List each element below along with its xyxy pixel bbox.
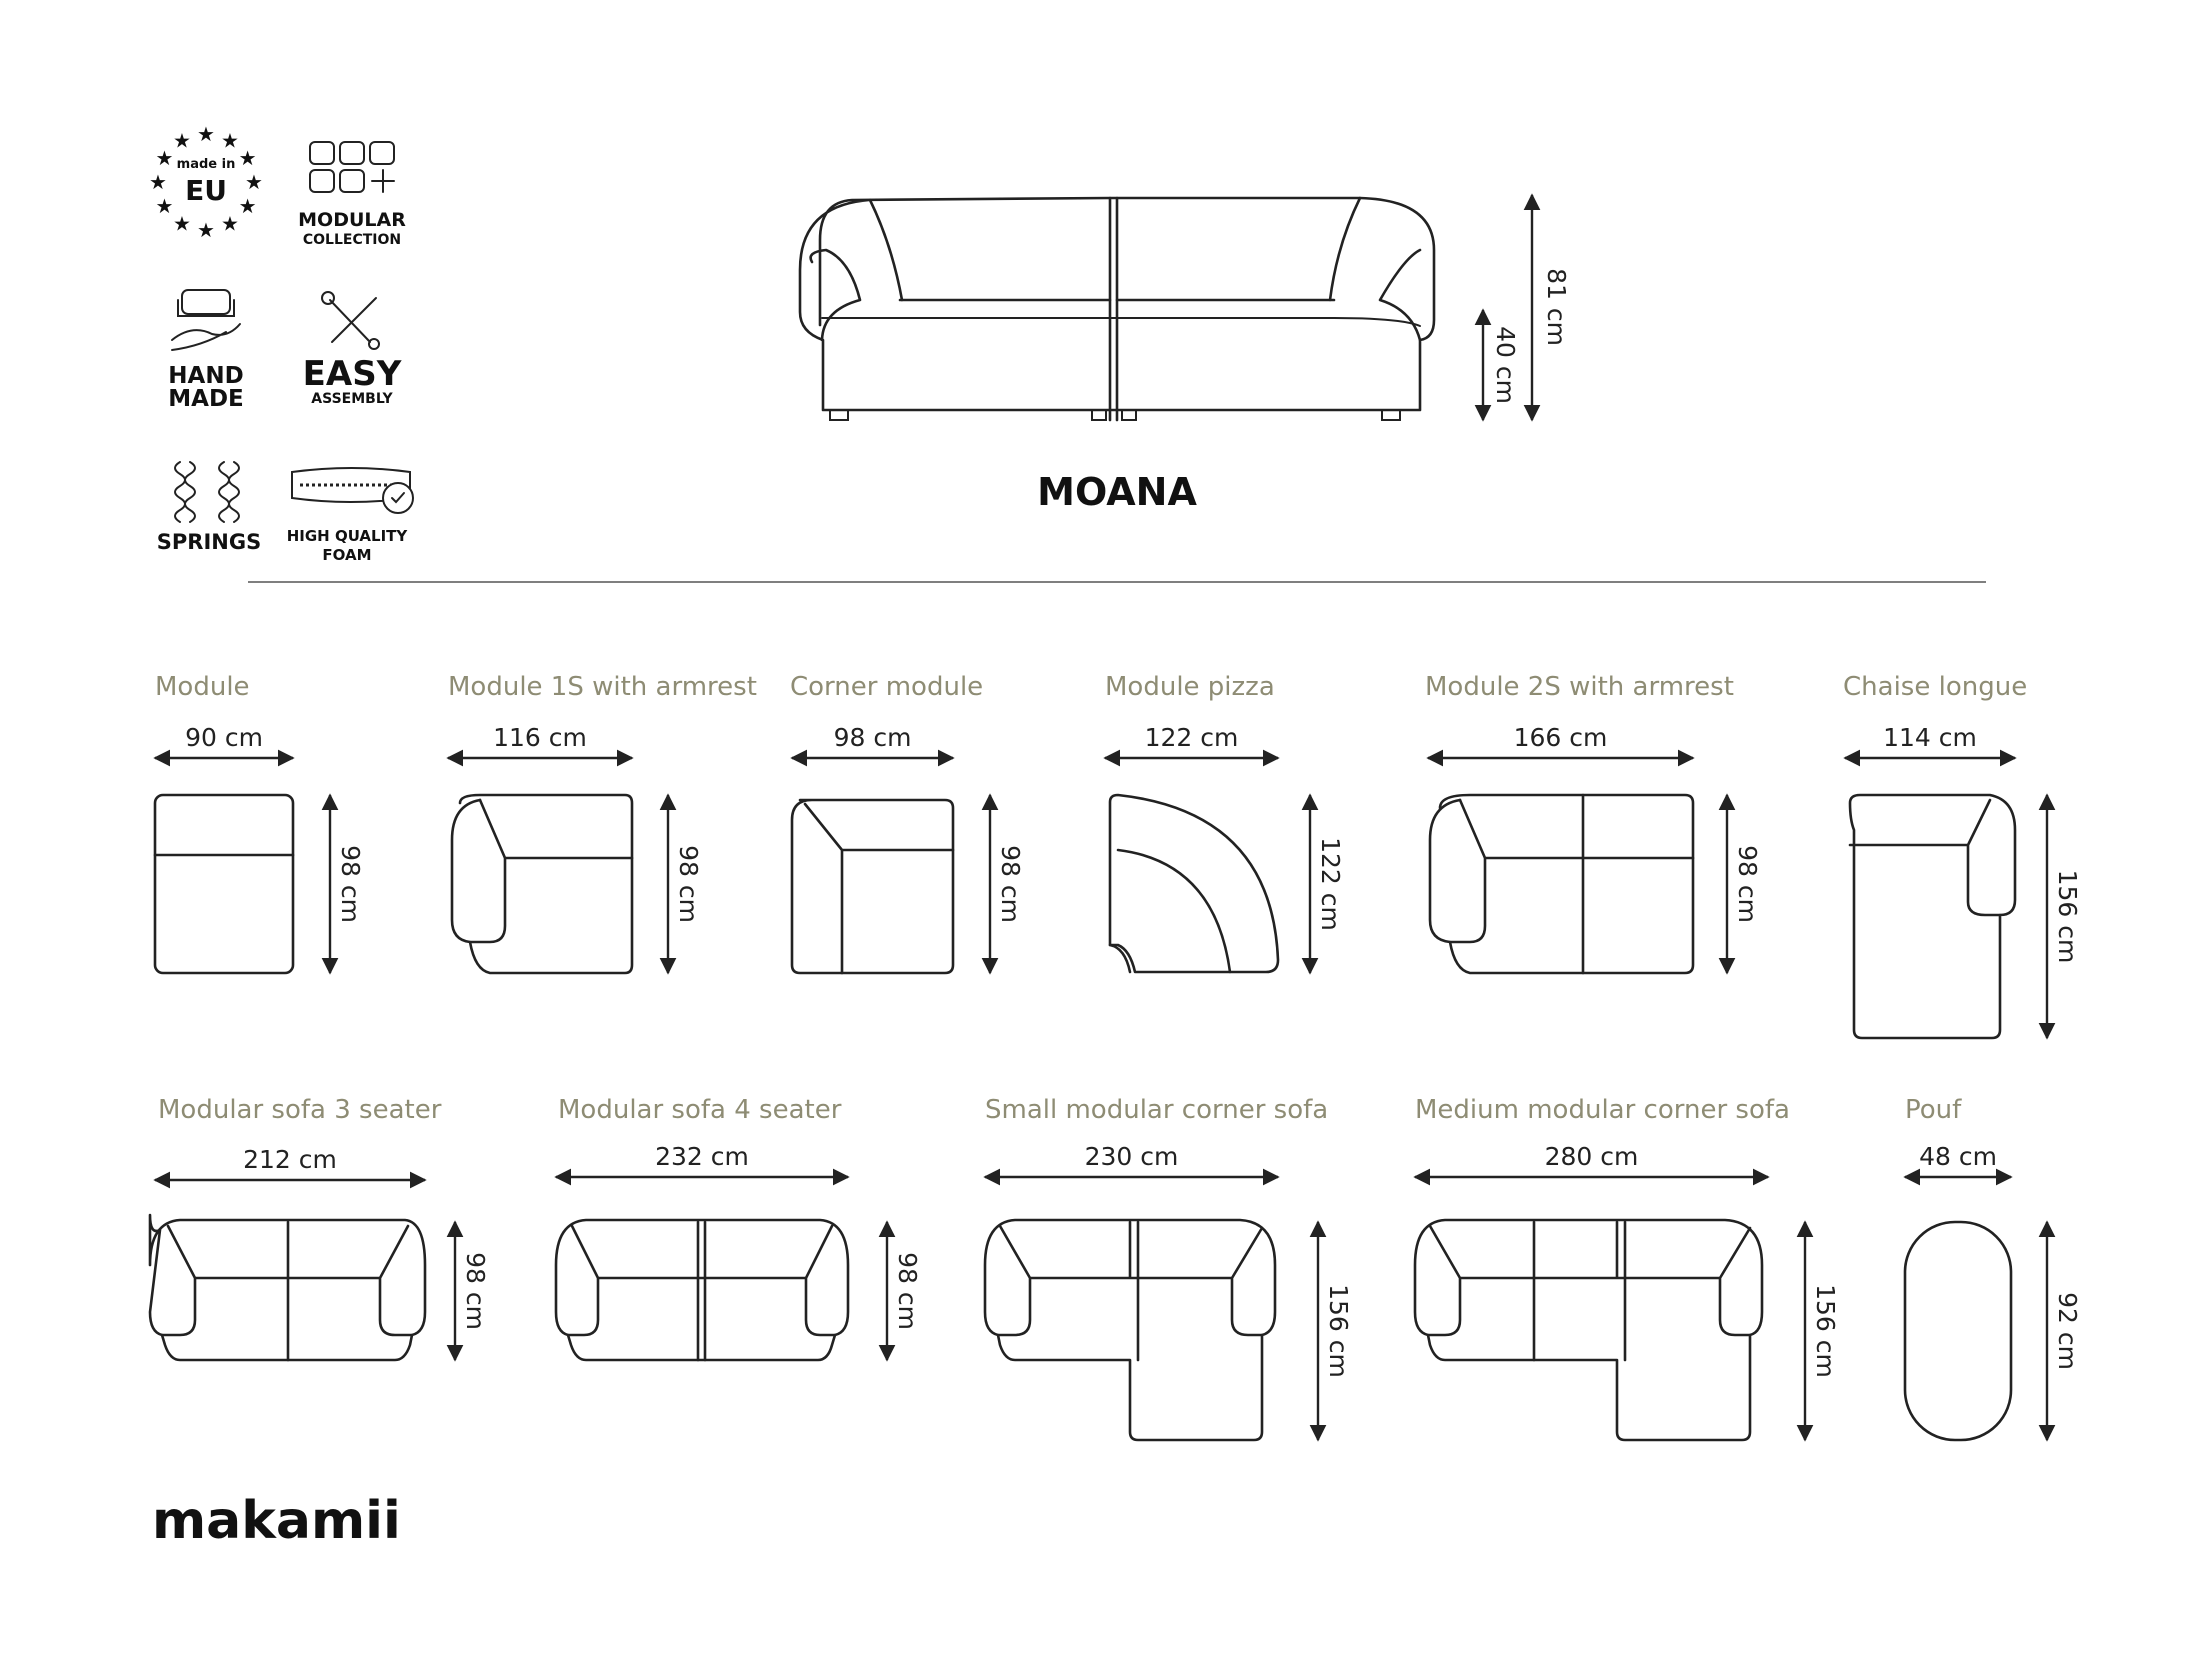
module-title: Modular sofa 3 seater bbox=[158, 1095, 442, 1125]
seat-height-label: 40 cm bbox=[1491, 326, 1520, 404]
badge-made-in-eu bbox=[149, 122, 263, 242]
width-label: 116 cm bbox=[493, 723, 587, 752]
badge-modular-line2: COLLECTION bbox=[302, 232, 402, 248]
module-card bbox=[1425, 672, 1762, 973]
depth-label: 98 cm bbox=[1733, 845, 1762, 923]
width-label: 212 cm bbox=[243, 1145, 337, 1174]
width-label: 122 cm bbox=[1144, 723, 1239, 752]
badge-high-quality-foam bbox=[287, 468, 413, 564]
brand-logo: makamii bbox=[152, 1491, 401, 1551]
product-title: MOANA bbox=[1037, 470, 1197, 514]
badge-eu-line2: EU bbox=[185, 174, 227, 207]
shape-module-pizza bbox=[1110, 795, 1278, 972]
module-title: Medium modular corner sofa bbox=[1415, 1095, 1790, 1125]
width-label: 230 cm bbox=[1084, 1142, 1179, 1171]
depth-label: 98 cm bbox=[461, 1252, 490, 1330]
badge-foam-line2: FOAM bbox=[322, 546, 372, 564]
star-icon: ★ bbox=[197, 122, 215, 146]
modules-grid bbox=[155, 672, 2082, 1440]
depth-label: 98 cm bbox=[674, 845, 703, 923]
star-icon: ★ bbox=[197, 218, 215, 242]
module-title: Modular sofa 4 seater bbox=[558, 1095, 842, 1125]
depth-label: 156 cm bbox=[1324, 1284, 1353, 1378]
star-icon: ★ bbox=[173, 211, 191, 236]
width-label: 280 cm bbox=[1544, 1142, 1639, 1171]
shape-medium-corner-sofa bbox=[1415, 1220, 1762, 1440]
badge-foam-line1: HIGH QUALITY bbox=[286, 527, 408, 545]
module-card bbox=[556, 1095, 922, 1360]
module-card bbox=[985, 1095, 1353, 1440]
module-title: Chaise longue bbox=[1843, 672, 2028, 702]
module-card bbox=[790, 672, 1025, 973]
badge-modular bbox=[298, 142, 406, 248]
module-title: Module 1S with armrest bbox=[448, 672, 757, 702]
module-card bbox=[1105, 672, 1345, 973]
star-icon: ★ bbox=[221, 211, 239, 236]
star-icon: ★ bbox=[155, 194, 174, 218]
hand-sofa-icon bbox=[172, 290, 240, 350]
tools-icon bbox=[322, 292, 379, 349]
module-title: Small modular corner sofa bbox=[985, 1095, 1329, 1125]
star-icon: ★ bbox=[238, 194, 257, 218]
depth-label: 98 cm bbox=[893, 1252, 922, 1330]
shape-module bbox=[155, 795, 293, 973]
star-icon: ★ bbox=[149, 170, 167, 194]
badge-springs bbox=[157, 462, 261, 554]
springs-icon bbox=[175, 462, 239, 522]
module-title: Module pizza bbox=[1105, 672, 1275, 702]
depth-label: 156 cm bbox=[2053, 869, 2082, 964]
module-card bbox=[1843, 672, 2082, 1038]
badge-easy-line2: ASSEMBLY bbox=[311, 391, 393, 407]
badge-handmade bbox=[168, 290, 244, 412]
module-card bbox=[1415, 1095, 1840, 1440]
height-dimensions bbox=[1483, 195, 1571, 420]
depth-label: 122 cm bbox=[1316, 837, 1345, 931]
badge-springs-line1: SPRINGS bbox=[156, 530, 262, 554]
badge-easy-line1: EASY bbox=[302, 354, 402, 394]
badge-easy-assembly bbox=[303, 292, 402, 407]
star-icon: ★ bbox=[155, 146, 174, 170]
modules-grid-icon bbox=[310, 142, 394, 192]
shape-pouf bbox=[1905, 1222, 2011, 1440]
badge-eu-line1: made in bbox=[176, 157, 236, 172]
badge-modular-line1: MODULAR bbox=[298, 209, 406, 231]
shape-module-1s-armrest bbox=[452, 795, 632, 973]
shape-sofa-3-seater bbox=[150, 1215, 425, 1360]
sofa-front-view bbox=[800, 198, 1434, 420]
width-label: 166 cm bbox=[1513, 723, 1608, 752]
star-icon: ★ bbox=[245, 170, 263, 194]
width-label: 90 cm bbox=[185, 723, 263, 752]
depth-label: 98 cm bbox=[336, 845, 365, 923]
depth-label: 156 cm bbox=[1811, 1284, 1840, 1378]
width-label: 48 cm bbox=[1919, 1142, 1997, 1171]
module-card bbox=[448, 672, 757, 973]
shape-chaise-longue bbox=[1850, 795, 2015, 1038]
star-icon: ★ bbox=[173, 128, 191, 153]
module-title: Pouf bbox=[1905, 1095, 1962, 1125]
shape-sofa-4-seater bbox=[556, 1220, 848, 1360]
shape-module-2s-armrest bbox=[1430, 795, 1693, 973]
module-card bbox=[155, 672, 365, 973]
total-height-label: 81 cm bbox=[1542, 268, 1571, 346]
width-label: 98 cm bbox=[833, 723, 912, 752]
star-icon: ★ bbox=[238, 146, 257, 170]
module-title: Module bbox=[155, 672, 250, 702]
badge-handmade-line1: HAND bbox=[168, 363, 244, 389]
module-title: Corner module bbox=[790, 672, 984, 702]
depth-label: 92 cm bbox=[2053, 1292, 2082, 1370]
module-card bbox=[1905, 1095, 2082, 1440]
module-title: Module 2S with armrest bbox=[1425, 672, 1734, 702]
foam-quality-icon bbox=[292, 468, 413, 513]
depth-label: 98 cm bbox=[996, 845, 1025, 923]
width-label: 232 cm bbox=[655, 1142, 749, 1171]
shape-small-corner-sofa bbox=[985, 1220, 1275, 1440]
width-label: 114 cm bbox=[1883, 723, 1977, 752]
star-icon: ★ bbox=[221, 128, 239, 153]
shape-corner-module bbox=[792, 800, 953, 973]
badge-handmade-line2: MADE bbox=[168, 386, 244, 412]
module-card bbox=[155, 1095, 490, 1360]
